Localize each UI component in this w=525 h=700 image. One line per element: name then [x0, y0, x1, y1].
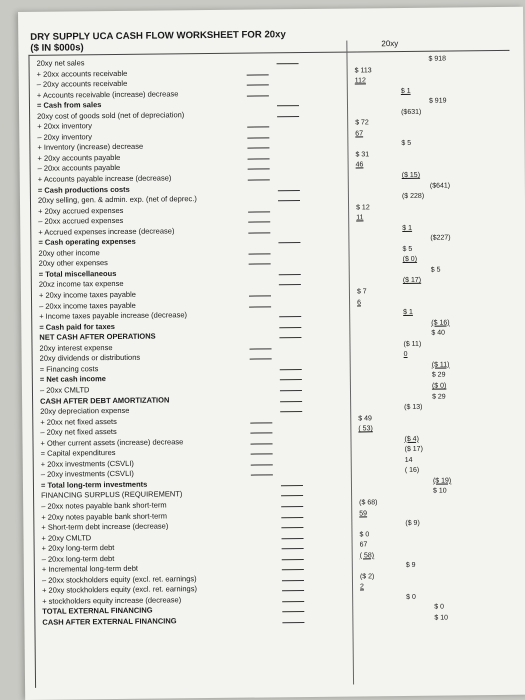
row-label: – 20xy investments (CSVLI) [40, 469, 134, 480]
answer-blank-line [282, 538, 304, 539]
row-value-3: $ 918 [428, 55, 447, 63]
answer-blank-line [280, 390, 302, 391]
row-label: 20xz income tax expense [38, 279, 124, 290]
row-value-2: ($ 17) [402, 277, 422, 285]
row-value-2: $ 5 [402, 245, 413, 253]
answer-blank-line [278, 200, 300, 201]
row-value-2: ($631) [401, 108, 422, 116]
row-value-3: $ 5 [430, 266, 441, 274]
answer-blank-line [282, 569, 304, 570]
row-label: – 20xy accounts receivable [36, 78, 128, 89]
answer-blank-line [277, 105, 299, 106]
row-value-2: ($ 11) [403, 340, 422, 348]
answer-blank-line [248, 222, 270, 223]
row-value-2: 14 [404, 456, 413, 464]
row-value-3: $ 10 [434, 614, 449, 622]
row-value-3: ($ 19) [432, 477, 452, 485]
row-label: + Incremental long-term debt [41, 564, 138, 575]
row-value-2: $ 9 [405, 562, 416, 570]
row-value-1: $ 0 [359, 530, 370, 539]
answer-blank-line [280, 401, 302, 402]
row-label: + Short-term debt increase (decrease) [41, 521, 169, 532]
row-value-1: $ 31 [355, 151, 370, 159]
row-value-2: ($ 4) [404, 435, 419, 443]
row-value-3: ($227) [430, 234, 451, 242]
row-label: + 20xy CMLTD [41, 532, 92, 543]
answer-blank-line [248, 211, 270, 212]
row-label: + Other current assets (increase) decrease [40, 436, 184, 448]
row-label: + 20xy income taxes payable [38, 289, 136, 300]
answer-blank-line [281, 506, 303, 507]
answer-blank-line [250, 432, 272, 433]
row-label: + 20xy long-term debt [41, 543, 115, 553]
row-value-2: $ 0 [406, 593, 416, 601]
row-label: + Income taxes payable increase (decrease) [39, 310, 188, 321]
row-label: + 20xx investments (CSVLI) [40, 458, 134, 469]
row-value-1: 67 [359, 541, 368, 549]
row-value-3: $ 10 [433, 487, 447, 496]
row-label: = Cash productions costs [37, 184, 130, 195]
row-label: 20xy dividends or distributions [39, 353, 141, 364]
row-value-1: 59 [359, 509, 368, 517]
answer-blank-line [281, 517, 303, 518]
answer-blank-line [249, 253, 271, 254]
answer-blank-line [248, 169, 270, 170]
row-label: – 20xx long-term debt [41, 553, 115, 564]
answer-blank-line [250, 348, 272, 349]
row-value-2: $ 1 [400, 87, 411, 95]
answer-blank-line [282, 559, 304, 560]
row-label: + 20xy accounts payable [37, 152, 121, 163]
row-label: + Accounts receivable (increase) decrease [36, 88, 179, 100]
row-label: + stockholders equity increase (decrease) [42, 595, 182, 606]
row-label: = Capital expenditures [40, 448, 116, 459]
row-label: + 20xy stockholders equity (excl. ret. earnings) [42, 584, 197, 596]
row-label: 20xy selling, gen. & admin. exp. (net of deprec.) [37, 194, 197, 205]
row-value-2: ( 16) [404, 467, 420, 475]
answer-blank-line [281, 485, 303, 486]
worksheet-title: DRY SUPPLY UCA CASH FLOW WORKSHEET FOR 20xy [30, 29, 286, 43]
answer-blank-line [281, 527, 303, 528]
answer-blank-line [248, 232, 270, 233]
row-value-3: $ 40 [431, 329, 446, 337]
answer-blank-line [280, 369, 302, 370]
row-label: = Cash from sales [36, 100, 102, 110]
answer-blank-line [280, 411, 302, 412]
row-label: CASH AFTER DEBT AMORTIZATION [40, 394, 170, 406]
answer-blank-line [251, 454, 273, 455]
row-label: NET CASH AFTER OPERATIONS [39, 331, 156, 343]
answer-blank-line [282, 601, 304, 602]
answer-blank-line [282, 580, 304, 581]
answer-blank-line [281, 495, 303, 496]
worksheet-units: ($ IN $000s) [30, 42, 84, 54]
row-value-1: 2 [360, 583, 364, 591]
row-label: – 20xx notes payable bank short-term [41, 500, 167, 511]
row-value-1: ( 58) [359, 552, 375, 560]
row-value-3: ($ 16) [431, 319, 450, 327]
answer-blank-line [282, 611, 304, 612]
row-label: – 20xx accounts payable [37, 163, 121, 174]
answer-blank-line [279, 316, 301, 317]
answer-blank-line [251, 443, 273, 444]
answer-blank-line [279, 327, 301, 328]
row-value-3: $ 29 [431, 371, 446, 380]
answer-blank-line [251, 464, 273, 465]
row-value-2: ($ 9) [405, 519, 420, 528]
row-value-2: ($ 15) [401, 171, 421, 180]
row-label: + Accounts payable increase (decrease) [37, 173, 172, 184]
row-label: – 20xx CMLTD [39, 385, 90, 395]
answer-blank-line [247, 84, 269, 85]
row-value-1: $ 12 [356, 203, 370, 212]
row-label: 20xy net sales [36, 58, 85, 68]
row-value-1: $ 49 [358, 414, 372, 423]
answer-blank-line [282, 622, 304, 623]
row-label: = Total long-term investments [40, 479, 148, 490]
answer-blank-line [247, 127, 269, 128]
answer-blank-line [250, 422, 272, 423]
row-label: – 20xx stockholders equity (excl. ret. earnings) [41, 573, 197, 585]
answer-blank-line [250, 359, 272, 360]
answer-blank-line [248, 158, 270, 159]
answer-blank-line [247, 74, 269, 75]
answer-blank-line [279, 337, 301, 338]
row-label: 20xy other expenses [38, 258, 108, 269]
row-label: + 20xy notes payable bank short-term [41, 510, 168, 522]
answer-blank-line [278, 242, 300, 243]
row-value-1: 11 [356, 214, 364, 222]
row-value-2: $ 1 [403, 309, 413, 317]
row-value-1: ( 53) [358, 425, 373, 433]
row-value-2: $ 5 [401, 140, 412, 148]
worksheet-rows [36, 54, 522, 629]
answer-blank-line [277, 116, 299, 117]
row-value-1: 112 [354, 77, 366, 85]
row-value-2: ($ 228) [401, 192, 425, 201]
row-value-1: 67 [355, 130, 364, 138]
row-value-2: ($ 13) [404, 403, 423, 412]
row-label: = Total miscellaneous [38, 268, 117, 279]
worksheet-page [18, 7, 525, 700]
row-label: + 20xx accounts receivable [36, 68, 128, 79]
row-value-3: ($ 0) [431, 382, 447, 390]
row-value-2: $ 1 [402, 224, 413, 232]
answer-blank-line [282, 548, 304, 549]
row-value-2: 0 [403, 351, 408, 359]
row-label: = Financing costs [39, 364, 99, 374]
row-label: + Accrued expenses increase (decrease) [38, 226, 175, 237]
answer-blank-line [248, 179, 270, 180]
row-label: + 20xx inventory [37, 121, 93, 132]
row-value-3: ($ 11) [431, 361, 450, 369]
row-label: 20xy interest expense [39, 342, 113, 353]
answer-blank-line [279, 285, 301, 286]
row-value-1: $ 7 [356, 288, 367, 296]
row-label: 20xy cost of goods sold (net of depreciation) [37, 109, 185, 121]
answer-blank-line [247, 95, 269, 96]
row-label: = Cash operating expenses [38, 237, 136, 248]
answer-blank-line [278, 190, 300, 191]
row-label: – 20xx income taxes payable [39, 300, 136, 311]
answer-blank-line [282, 590, 304, 591]
answer-blank-line [280, 379, 302, 380]
answer-blank-line [249, 306, 271, 307]
answer-blank-line [279, 274, 301, 275]
row-label: = Net cash income [39, 374, 106, 385]
row-label: – 20xy net fixed assets [40, 427, 117, 437]
column-header-year: 20xy [381, 39, 399, 49]
row-value-1: ($ 2) [359, 573, 375, 581]
row-value-2: ($ 17) [404, 446, 423, 454]
row-label: 20xy depreciation expense [40, 405, 130, 416]
row-label: + Inventory (increase) decrease [37, 142, 144, 153]
row-value-1: $ 113 [354, 66, 372, 75]
row-label: TOTAL EXTERNAL FINANCING [42, 606, 153, 617]
row-label: + 20xx net fixed assets [40, 416, 117, 427]
answer-blank-line [277, 63, 299, 64]
row-value-3: ($641) [429, 182, 451, 190]
row-value-1: 46 [355, 161, 364, 169]
row-label: FINANCING SURPLUS (REQUIREMENT) [41, 489, 183, 501]
row-value-3: $ 0 [434, 604, 445, 612]
answer-blank-line [249, 264, 271, 265]
row-value-1: $ 72 [355, 119, 369, 127]
row-value-1: ($ 68) [359, 499, 378, 507]
row-label: – 20xx accrued expenses [38, 216, 124, 227]
row-value-2: ($ 0) [402, 256, 418, 264]
row-label: + 20xy accrued expenses [38, 205, 124, 216]
row-value-3: $ 919 [428, 97, 447, 105]
answer-blank-line [247, 137, 269, 138]
row-label: = Cash paid for taxes [39, 321, 115, 332]
row-label: CASH AFTER EXTERNAL FINANCING [42, 616, 177, 627]
row-label: 20xy other income [38, 248, 100, 258]
row-value-3: $ 29 [432, 393, 446, 401]
row-label: – 20xy inventory [37, 132, 92, 142]
answer-blank-line [251, 475, 273, 476]
answer-blank-line [247, 148, 269, 149]
answer-blank-line [249, 295, 271, 296]
row-value-1: 6 [357, 299, 362, 307]
worksheet-header [30, 29, 286, 54]
